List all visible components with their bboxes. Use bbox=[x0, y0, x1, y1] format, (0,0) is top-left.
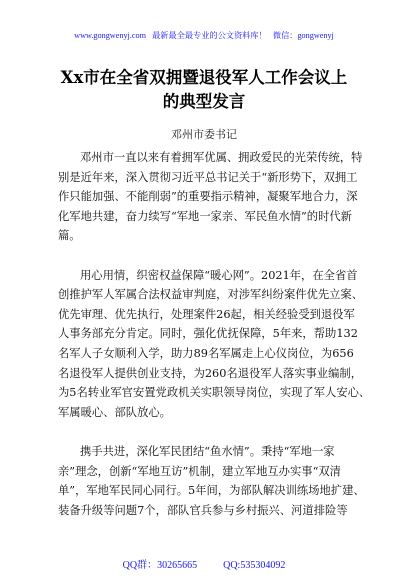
text-line: 作只能加强、不能削弱”的重要指示精神，凝聚军地合力，深 bbox=[58, 190, 358, 204]
text-line: 人事务部充分肯定。同时，强化优抚保障，5年来，帮助132 bbox=[58, 327, 358, 341]
text-line: 亲”理念，创新“军地互访”机制，建立军地互办实事“双清 bbox=[58, 464, 341, 478]
title-line-2: 的典型发言 bbox=[162, 92, 246, 111]
text-line: 名军人子女顺利入学，助力89名军属走上心仪岗位，为656 bbox=[58, 346, 354, 360]
title-line-1: Xx市在全省双拥暨退役军人工作会议上 bbox=[60, 68, 348, 87]
text-line: 优先审理、优先执行，处理案件26起，相关经验受到退役军 bbox=[58, 307, 355, 321]
site-url[interactable]: www.gongwenyj.com bbox=[74, 31, 146, 40]
text-line: 创推护军人军属合法权益审判庭，对涉军纠纷案件优先立案、 bbox=[58, 288, 364, 302]
site-footer bbox=[0, 556, 408, 571]
text-line: 装备升级等问题7个，部队官兵参与乡村振兴、河道排险等 bbox=[58, 503, 348, 517]
text-line: 别是近年来，深入贯彻习近平总书记关于“新形势下，双拥工 bbox=[58, 170, 358, 184]
site-tagline: 最新最全最专业的公文资料库！ bbox=[152, 31, 267, 40]
text-line: 为5名转业军官安置党政机关实职领导岗位，实现了军人安心、 bbox=[58, 386, 371, 400]
paragraph-1 bbox=[58, 148, 364, 246]
paragraph-3 bbox=[58, 442, 364, 520]
document-body bbox=[58, 148, 371, 520]
byline: 邓州市委书记 bbox=[171, 128, 237, 141]
paragraph-2 bbox=[58, 266, 371, 423]
text-line: 篇。 bbox=[58, 229, 81, 243]
text-line: 邓州市一直以来有着拥军优属、拥政爱民的光荣传统，特 bbox=[80, 151, 363, 164]
text-line: 用心用情，织密权益保障“暖心网”。2021年，在全省首 bbox=[80, 268, 358, 282]
document-title bbox=[0, 66, 408, 114]
text-line: 名退役军人提供创业支持，为260名退役军人落实事业编制， bbox=[58, 366, 362, 380]
text-line: 军属暖心、部队放心。 bbox=[58, 405, 171, 419]
qq-group: QQ群：30265665 bbox=[122, 560, 198, 571]
text-line: 单”，军地军民同心同行。5年间，为部队解决训练场地扩建、 bbox=[58, 484, 365, 498]
text-line: 化军地共建，奋力续写“军地一家亲、军民鱼水情”的时代新 bbox=[58, 209, 352, 223]
qq-contact: QQ:535304092 bbox=[223, 560, 286, 571]
text-line: 携手共进，深化军民团结“鱼水情”。秉持“军地一家 bbox=[80, 444, 335, 458]
site-header bbox=[0, 30, 408, 41]
wechat-id: 微信：gongwenyj bbox=[272, 31, 334, 40]
